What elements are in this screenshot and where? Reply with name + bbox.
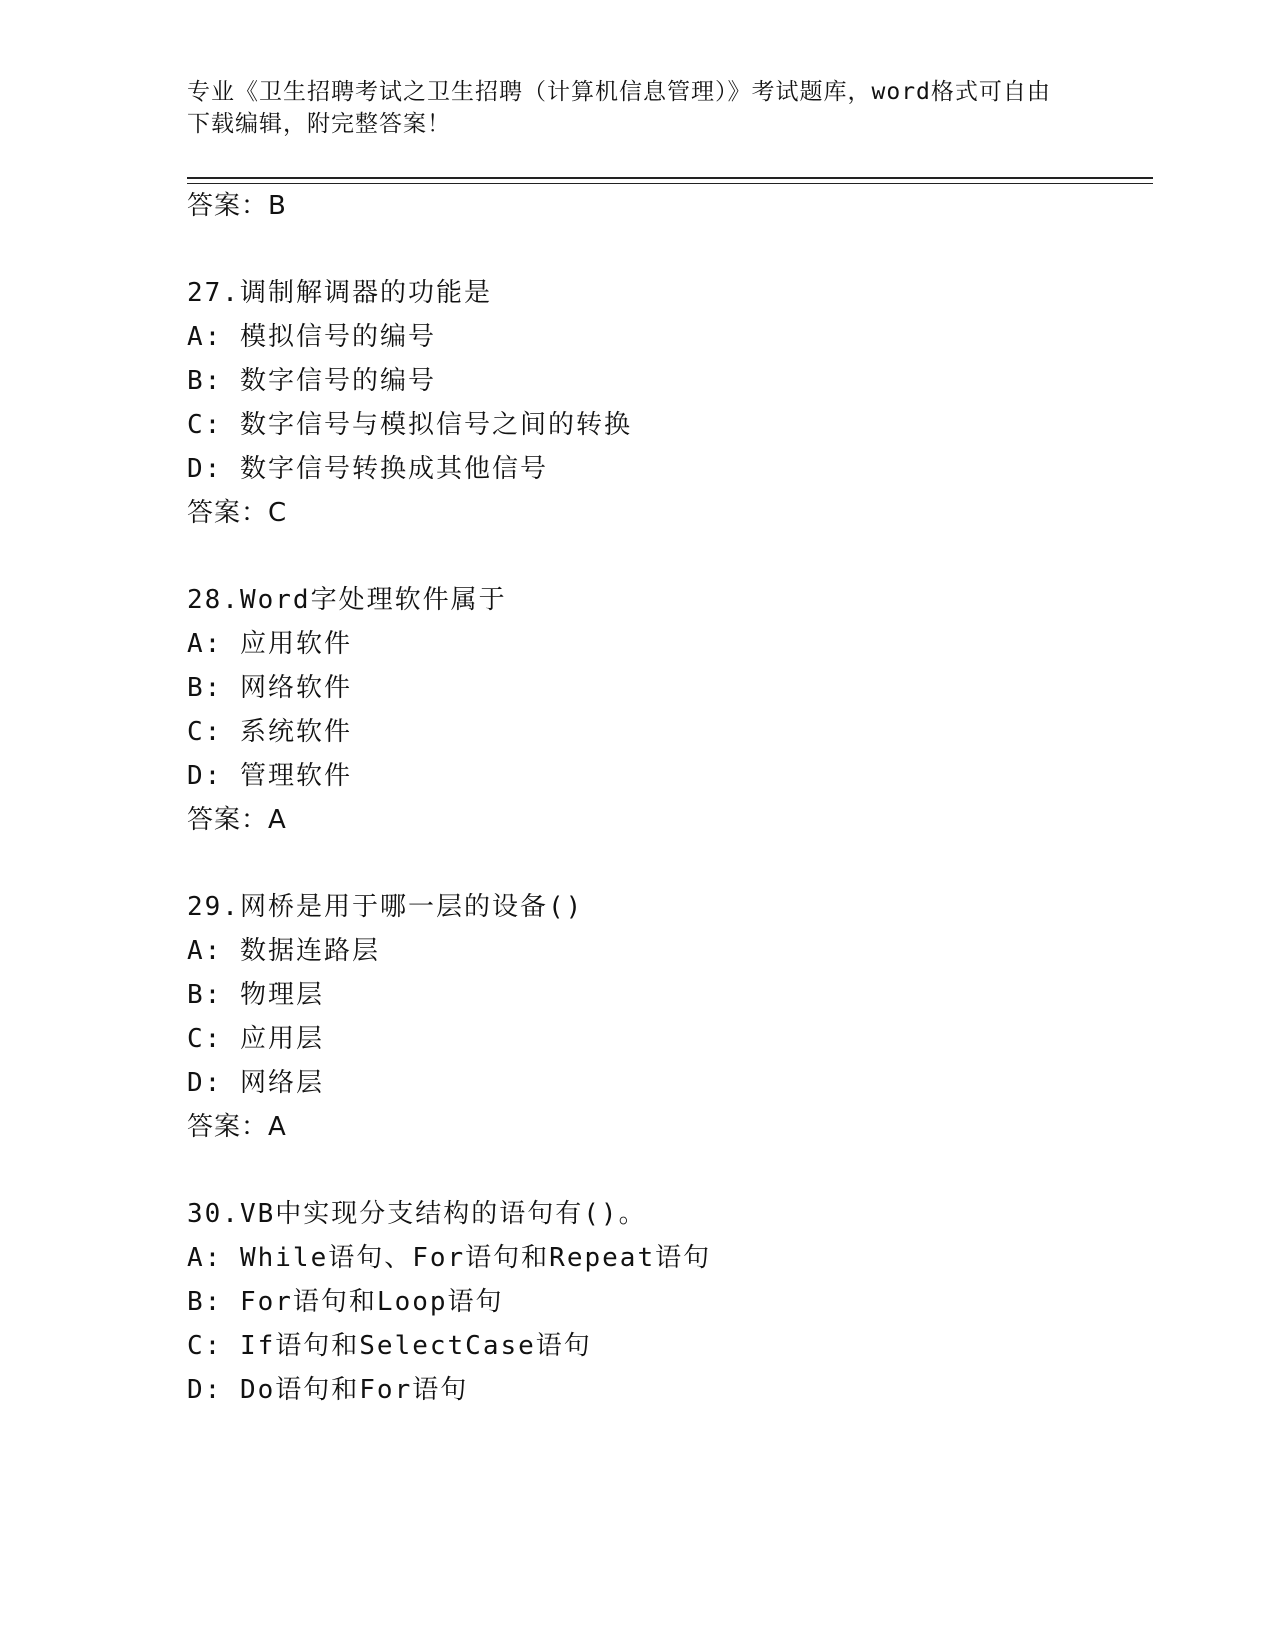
option-b: B: 物理层 [187, 980, 324, 1010]
option-b: B: 数字信号的编号 [187, 366, 436, 396]
header-divider-thin [187, 183, 1153, 184]
answer: 答案：A [187, 805, 287, 835]
option-d: D: 数字信号转换成其他信号 [187, 454, 548, 484]
option-a: A: 应用软件 [187, 629, 352, 659]
answer: 答案：C [187, 498, 288, 528]
option-c: C: 应用层 [187, 1024, 324, 1054]
answer: 答案：A [187, 1112, 287, 1142]
option-a: A: 模拟信号的编号 [187, 322, 436, 352]
option-d: D: Do语句和For语句 [187, 1375, 469, 1405]
option-b: B: For语句和Loop语句 [187, 1287, 504, 1317]
question-stem: 30.VB中实现分支结构的语句有()。 [187, 1199, 647, 1229]
question-stem: 29.网桥是用于哪一层的设备() [187, 892, 584, 922]
question-stem: 28.Word字处理软件属于 [187, 585, 507, 615]
option-c: C: If语句和SelectCase语句 [187, 1331, 592, 1361]
header-divider-thick [187, 177, 1153, 179]
option-d: D: 管理软件 [187, 761, 352, 791]
option-a: A: 数据连路层 [187, 936, 380, 966]
option-d: D: 网络层 [187, 1068, 324, 1098]
option-c: C: 数字信号与模拟信号之间的转换 [187, 410, 632, 440]
option-c: C: 系统软件 [187, 717, 352, 747]
question-stem: 27.调制解调器的功能是 [187, 278, 492, 308]
option-a: A: While语句、For语句和Repeat语句 [187, 1243, 712, 1273]
previous-answer: 答案：B [187, 191, 287, 221]
option-b: B: 网络软件 [187, 673, 352, 703]
document-header: 专业《卫生招聘考试之卫生招聘（计算机信息管理）》考试题库，word格式可自由下载编辑，附完整答案！ [187, 79, 1051, 137]
